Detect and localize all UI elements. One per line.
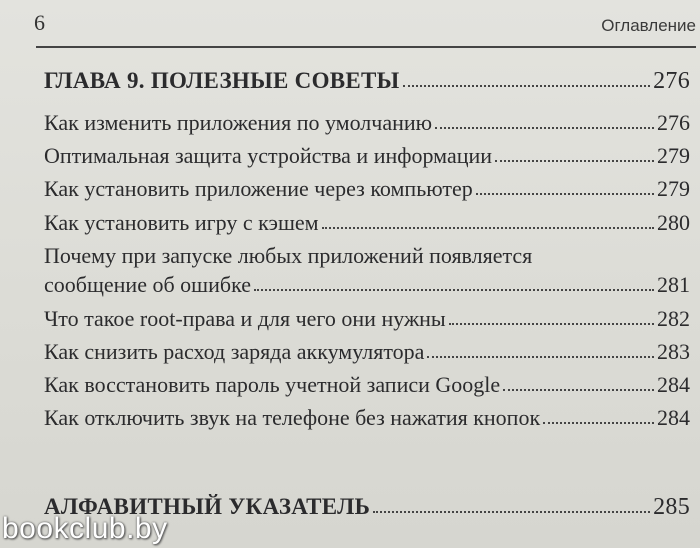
entry-page: 276 bbox=[657, 110, 690, 135]
entry-title: Как изменить приложения по умолчанию bbox=[44, 110, 433, 135]
leader-dots bbox=[476, 193, 654, 195]
toc-chapter-heading bbox=[44, 68, 690, 94]
entry-page: 279 bbox=[657, 176, 690, 201]
entry-page: 279 bbox=[657, 143, 690, 168]
entry-title: сообщение об ошибке bbox=[44, 272, 251, 297]
entry-page: 282 bbox=[657, 306, 690, 331]
leader-dots bbox=[254, 289, 654, 291]
toc-entry bbox=[44, 110, 690, 136]
leader-dots bbox=[322, 227, 654, 229]
toc-entry-line1: Почему при запуске любых приложений появляется bbox=[44, 243, 533, 268]
toc-entry bbox=[44, 143, 690, 169]
leader-dots bbox=[543, 422, 654, 424]
leader-dots bbox=[435, 127, 654, 129]
running-header-title: Оглавление bbox=[601, 16, 696, 35]
entry-page: 281 bbox=[657, 272, 690, 297]
entry-page: 280 bbox=[657, 210, 690, 235]
leader-dots bbox=[403, 85, 651, 87]
header-rule bbox=[36, 46, 696, 48]
entry-title: Оптимальная защита устройства и информации bbox=[44, 143, 493, 168]
toc-entry bbox=[44, 339, 690, 365]
entry-title: Как установить приложение через компьютер bbox=[44, 176, 473, 201]
leader-dots bbox=[427, 356, 654, 358]
toc-entry bbox=[44, 306, 690, 332]
page-number: 6 bbox=[34, 10, 45, 35]
entry-title: Как восстановить пароль учетной записи Google bbox=[44, 372, 501, 397]
index-page: 285 bbox=[653, 494, 690, 520]
leader-dots bbox=[503, 389, 654, 391]
chapter-title: ГЛАВА 9. ПОЛЕЗНЫЕ СОВЕТЫ bbox=[44, 68, 400, 93]
entry-page: 284 bbox=[657, 405, 690, 430]
entry-title: Как снизить расход заряда аккумулятора bbox=[44, 339, 425, 364]
chapter-page: 276 bbox=[653, 68, 690, 94]
toc-entry bbox=[44, 176, 690, 202]
toc-entry bbox=[44, 210, 690, 236]
entry-title: Что такое root-права и для чего они нужны bbox=[44, 306, 446, 331]
index-title: АЛФАВИТНЫЙ УКАЗАТЕЛЬ bbox=[44, 494, 371, 519]
entry-page: 284 bbox=[657, 372, 690, 397]
entry-title: Как установить игру с кэшем bbox=[44, 210, 319, 235]
toc-entry bbox=[44, 372, 690, 398]
leader-dots bbox=[373, 511, 650, 513]
watermark-logo: bookclub.by bbox=[2, 512, 168, 545]
toc-entry bbox=[44, 272, 690, 298]
entry-page: 283 bbox=[657, 339, 690, 364]
entry-title: Как отключить звук на телефоне без нажатия кнопок bbox=[44, 405, 541, 430]
leader-dots bbox=[495, 160, 654, 162]
leader-dots bbox=[449, 323, 654, 325]
toc-entry bbox=[44, 405, 690, 431]
